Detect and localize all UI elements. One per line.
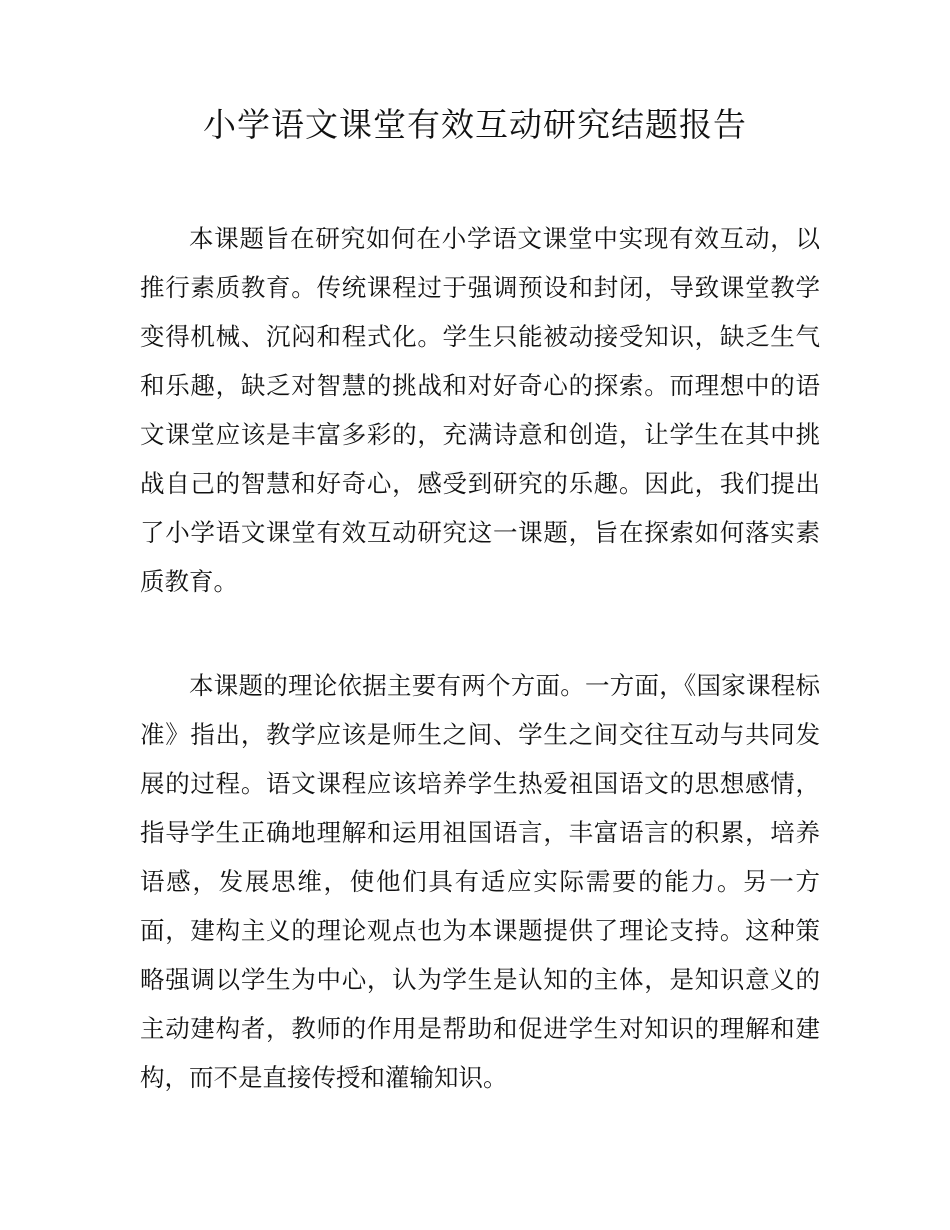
- document-title: 小学语文课堂有效互动研究结题报告: [203, 105, 747, 144]
- body-paragraph-2: 本课题的理论依据主要有两个方面。一方面，《国家课程标准》指出，教学应该是师生之间、学生之间交往互动与共同发展的过程。语文课程应该培养学生热爱祖国语文的思想感情，指导学生正确地理解和运用祖国语言，丰富语言的积累，培养语感，发展思维，使他们具有适应实际需要的能力。另一方面，建构主义的理论观点也为本课题提供了理论支持。这种策略强调以学生为中心，认为学生是认知的主体，是知识意义的主动建构者，教师的作用是帮助和促进学生对知识的理解和建构，而不是直接传授和灌输知识。: [140, 671, 820, 1092]
- body-paragraph-1: 本课题旨在研究如何在小学语文课堂中实现有效互动，以推行素质教育。传统课程过于强调预设和封闭，导致课堂教学变得机械、沉闷和程式化。学生只能被动接受知识，缺乏生气和乐趣，缺乏对智慧的挑战和对好奇心的探索。而理想中的语文课堂应该是丰富多彩的，充满诗意和创造，让学生在其中挑战自己的智慧和好奇心，感受到研究的乐趣。因此，我们提出了小学语文课堂有效互动研究这一课题，旨在探索如何落实素质教育。: [140, 224, 820, 596]
